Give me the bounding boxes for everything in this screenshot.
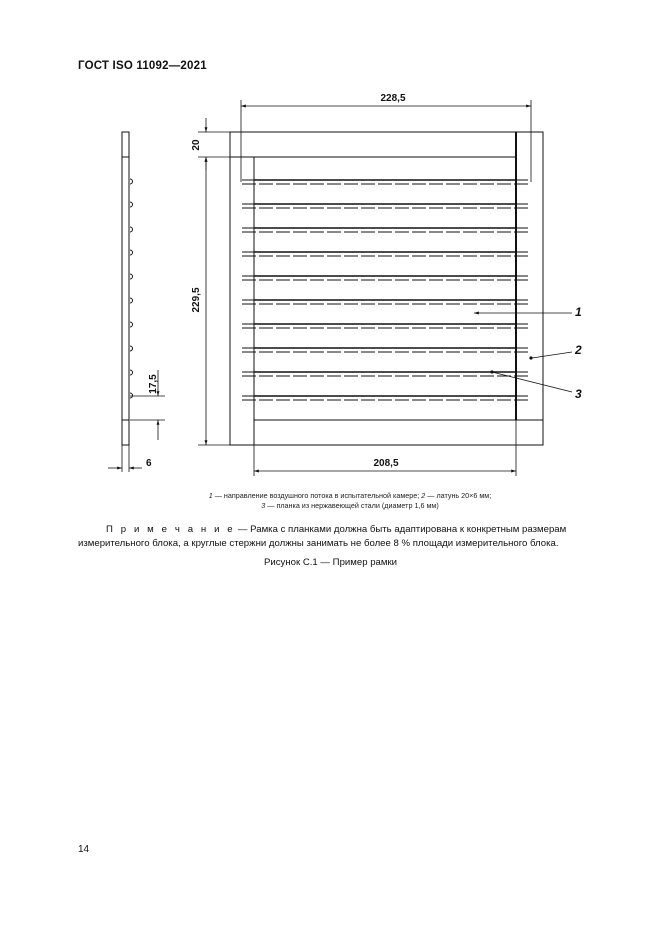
dim-thickness-label: 6: [146, 458, 152, 469]
dim-overall-width-label: 228,5: [380, 93, 406, 104]
callout-2-dot: [529, 356, 532, 359]
side-view-rod-marks: [130, 179, 133, 398]
front-view: [230, 132, 543, 445]
dim-overall-width: [241, 100, 531, 182]
callout-2-leader: [532, 352, 572, 358]
front-view-slats: [242, 180, 531, 400]
callout-1: 1: [575, 305, 582, 319]
figure-note: [78, 523, 618, 551]
callout-3-leader: [492, 372, 572, 392]
callout-3-dot: [490, 370, 493, 373]
legend-item-1-num: 1: [208, 491, 213, 500]
figure-caption: Рисунок С.1 — Пример рамки: [263, 557, 398, 568]
legend-item-2-text: — латунь 20×6 мм;: [425, 491, 492, 500]
callout-3: 3: [575, 387, 582, 401]
dim-top-offset: [198, 118, 230, 170]
dim-thickness: [108, 445, 142, 472]
dim-inner-width-label: 208,5: [373, 458, 399, 469]
dim-slat-pitch-label: 17,5: [148, 374, 159, 394]
legend-line-1: [120, 491, 580, 501]
dim-top-offset-label: 20: [191, 139, 202, 151]
dim-overall-height-label: 229,5: [191, 287, 202, 313]
legend-item-2-num: 2: [421, 491, 426, 500]
dim-overall-height: [198, 157, 230, 445]
side-view: [122, 132, 129, 445]
legend-item-1-text: — направление воздушного потока в испытательной камере;: [212, 491, 422, 500]
note-label: П р и м е ч а н и е: [106, 524, 236, 535]
legend-line-2: [120, 501, 580, 511]
callout-2: 2: [575, 343, 582, 357]
page-number: 14: [78, 844, 90, 855]
figure-legend: [120, 491, 580, 511]
legend-item-3-text: — планка из нержавеющей стали (диаметр 1,6 мм): [265, 501, 439, 510]
document-header: ГОСТ ISO 11092—2021: [78, 60, 207, 72]
legend-item-3-num: 3: [261, 501, 266, 510]
note-text: — Рамка с планками должна быть адаптирована к конкретным размерам измерительного блока, а круглые стержни должны занимать не более 8 % площади измерительного блока.: [78, 524, 567, 549]
